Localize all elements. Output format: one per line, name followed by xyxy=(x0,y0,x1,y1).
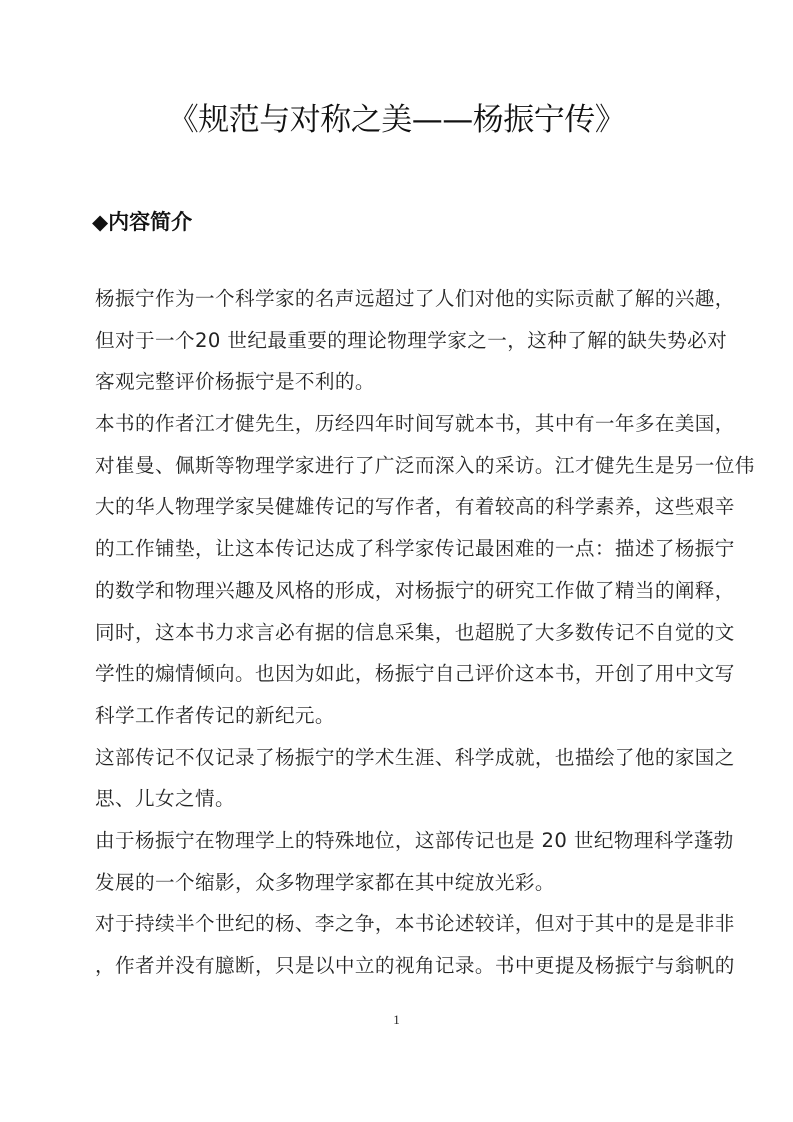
text-line: 同时，这本书力求言必有据的信息采集，也超脱了大多数传记不自觉的文 xyxy=(95,620,735,644)
text-line: 的工作铺垫，让这本传记达成了科学家传记最困难的一点：描述了杨振宁 xyxy=(95,537,735,561)
text-line: 本书的作者江才健先生，历经四年时间写就本书，其中有一年多在美国， xyxy=(95,412,735,436)
text-line: 对于持续半个世纪的杨、李之争，本书论述较详，但对于其中的是是非非 xyxy=(95,912,735,936)
text-line: ，作者并没有臆断，只是以中立的视角记录。书中更提及杨振宁与翁帆的 xyxy=(95,954,735,977)
section-heading: ◆内容简介 xyxy=(92,210,193,234)
text-line: 思、儿女之情。 xyxy=(95,787,235,811)
page-number: 1 xyxy=(393,1012,400,1027)
text-line: 学性的煽情倾向。也因为如此，杨振宁自己评价这本书，开创了用中文写 xyxy=(95,662,735,686)
document-title: 《规范与对称之美——杨振宁传》 xyxy=(167,102,626,138)
text-line: 杨振宁作为一个科学家的名声远超过了人们对他的实际贡献了解的兴趣， xyxy=(95,287,735,310)
body-text xyxy=(95,278,755,987)
text-line: 由于杨振宁在物理学上的特殊地位，这部传记也是 20 世纪物理科学蓬勃 xyxy=(95,828,734,852)
text-line: 对崔曼、佩斯等物理学家进行了广泛而深入的采访。江才健先生是另一位伟 xyxy=(95,453,755,477)
text-line: 客观完整评价杨振宁是不利的。 xyxy=(95,370,375,394)
text-line: 的数学和物理兴趣及风格的形成，对杨振宁的研究工作做了精当的阐释， xyxy=(95,578,735,602)
text-line: 发展的一个缩影，众多物理学家都在其中绽放光彩。 xyxy=(95,870,555,894)
text-line: 这部传记不仅记录了杨振宁的学术生涯、科学成就，也描绘了他的家国之 xyxy=(95,745,735,769)
text-line: 但对于一个20 世纪最重要的理论物理学家之一，这种了解的缺失势必对 xyxy=(95,328,728,352)
text-line: 科学工作者传记的新纪元。 xyxy=(95,703,335,727)
text-line: 大的华人物理学家吴健雄传记的写作者，有着较高的科学素养，这些艰辛 xyxy=(95,495,735,519)
